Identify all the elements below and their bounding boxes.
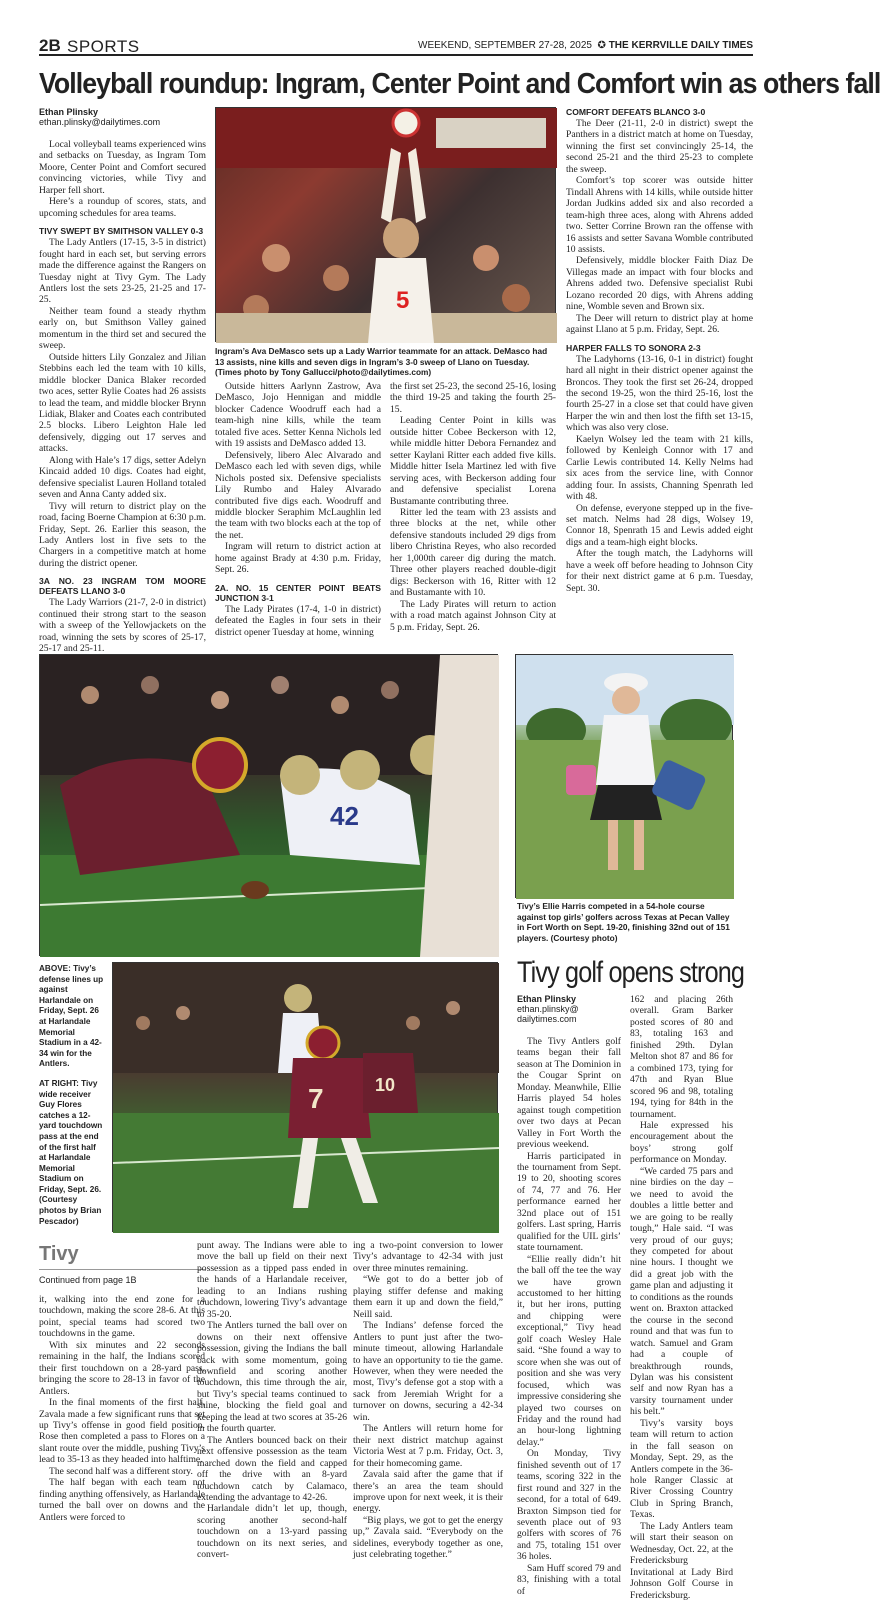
paragraph: punt away. The Indians were able to move the ball up field on their next possession as a tipped pass ended in the hands of a Harlandale receiver, leading to an Indians rushing touchdown, lowering Tivy’s advantage to 35-20.	[197, 1240, 347, 1320]
volleyball-caption: Ingram’s Ava DeMasco sets up a Lady Warrior teammate for an attack. DeMasco had 13 assists, nine kills and seven digs in Ingram’s 3-0 sweep of Llano on Tuesday. (Times photo by Tony Gallucci/photo@dailytimes.com)	[215, 346, 548, 377]
folio-right	[418, 40, 753, 51]
paragraph: Here’s a roundup of scores, stats, and upcoming schedules for area teams.	[39, 196, 206, 219]
volleyball-photo	[215, 107, 556, 342]
golf-caption: Tivy’s Ellie Harris competed in a 54-hole course against top girls’ golfers across Texas at Pecan Valley in Fort Worth on Sept. 19-20, finishing 32nd out of 151 players. (Courtesy photo)	[517, 901, 730, 943]
paragraph: Tivy will return to district play on the road, facing Boerne Champion at 6:30 p.m. Friday, Sept. 26. Earlier this season, the Lady Antlers lost in five sets to the Chargers in a competitive match at home during the district opener.	[39, 500, 206, 569]
football-catch-photo	[112, 962, 498, 1232]
golf-byline-email-2: dailytimes.com	[517, 1014, 577, 1024]
football-caption-right: AT RIGHT: Tivy wide receiver Guy Flores catches a 12-yard touchdown pass at the end of the first half at Harlandale Memorial Stadium on Friday, Sept. 26. (Courtesy photos by Brian Pescador)	[39, 1078, 103, 1226]
svg-text:7: 7	[308, 1083, 324, 1114]
paragraph: The Deer will return to district play at home against Llano at 5 p.m. Friday, Sept. 26.	[566, 312, 753, 336]
paragraph: it, walking into the end zone for a touchdown, making the score 28-6. At this point, special teams had scored two touchdowns in the game.	[39, 1294, 205, 1340]
jump-headline: Tivy	[39, 1243, 79, 1265]
headline: Volleyball roundup: Ingram, Center Point and Comfort win as others fall	[39, 68, 880, 100]
golf-column-1	[517, 994, 621, 1597]
paragraph: “Ellie really didn’t hit the ball off the tee the way we have grown accustomed to her hitting it, but her irons, putting and chipping were exceptional,” Tivy head golf coach Wesley Hale said. “She found a way to score when she was out of position and she was very focused, which was impressive considering she played two courses on Friday and the round had an hour-long lightning delay.”	[517, 1253, 621, 1448]
byline-name: Ethan Plinsky	[39, 107, 99, 117]
paragraph: Local volleyball teams experienced wins and setbacks on Tuesday, as Ingram Tom Moore, Center Point and Comfort secured convincing victories, while Tivy and Harper fell short.	[39, 139, 206, 196]
subhead: HARPER FALLS TO SONORA 2-3	[566, 342, 701, 353]
volleyball-column-1	[39, 107, 206, 655]
golf-headline: Tivy golf opens strong	[517, 956, 745, 989]
golf-photo-art	[516, 655, 734, 899]
paragraph: After the tough match, the Ladyhorns will have a week off before heading to Johnson City for their next district game at 6 p.m. Tuesday, Sept. 30.	[566, 548, 753, 594]
page-folio	[39, 36, 753, 56]
paragraph: Comfort’s top scorer was outside hitter Tindall Ahrens with 14 kills, while outside hitter Jordan Judkins added six and also recorded a team-high three aces, along with Ahrens added two. Setter Corrine Brown ran the offense with 16 assists and setter Savana Womble contributed 10 assists.	[566, 175, 753, 255]
page-number: 2B	[39, 36, 61, 55]
continued-line: Continued from page 1B	[39, 1275, 137, 1285]
svg-text:5: 5	[396, 287, 410, 314]
paragraph: The Antlers bounced back on their next offensive possession as the team marched down the field and capped off the drive with an 8-yard touchdown catch by Calamaco, extending the advantage to 42-26.	[197, 1434, 347, 1503]
golf-photo	[515, 654, 733, 898]
football-caption	[39, 964, 105, 1227]
paragraph: “We got to do a better job of playing stiffer defense and making them earn it up and down the field,” Neill said.	[353, 1274, 503, 1320]
tivy-column-2	[197, 1240, 347, 1594]
paragraph: Ingram will return to district action at home against Brady at 4:30 p.m. Friday, Sept. 26.	[215, 541, 381, 576]
paragraph: Defensively, middle blocker Faith Diaz De Villegas made an impact with four blocks and Ahrens added two. Defensive specialist Rubi Lozano recorded 20 digs, with Ahrens adding nine, Womble seven and Brown six.	[566, 255, 753, 313]
paragraph: The Lady Antlers (17-15, 3-5 in district) fought hard in each set, but serving errors made the difference against the Rangers on Tuesday night at Tivy Gym. The Lady Antlers lost the sets 23-25, 21-25 and 17-25.	[39, 237, 206, 306]
paragraph: Sam Huff scored 79 and 83, finishing with a total of	[517, 1562, 621, 1597]
paragraph: Along with Hale’s 17 digs, setter Adelyn Kincaid added 10 digs. Coates had eight, defensive specialist Lauren Holland totaled seven and Anna Canty added six.	[39, 454, 206, 501]
byline-email: ethan.plinsky@dailytimes.com	[39, 117, 161, 127]
paragraph: The Tivy Antlers golf teams began their fall season at The Dominion in the Cougar Sprint on Monday. Meanwhile, Ellie Harris played 54 holes against tough competition over two days at Pecan Valley in Fort Worth the previous weekend.	[517, 1036, 621, 1151]
paragraph: On defense, everyone stepped up in the five-set match. Nelms had 28 digs, Wolsey 19, Connor 18, Spenrath 15 and Lewis added eight digs and a team-high eight blocks.	[566, 502, 753, 548]
paragraph: Kaelyn Wolsey led the team with 21 kills, followed by Kenleigh Connor with 17 and Carlie Lewis contributed 14. Kelly Nelms had six aces from the service line, with Connor adding four. In assists, Channing Spenrath led with 48.	[566, 433, 753, 503]
paragraph: With six minutes and 22 seconds remaining in the half, the Indians scored their first touchdown on a 28-yard pass, bringing the score to 28-13 in favor of the Antlers.	[39, 1339, 205, 1397]
paragraph: 162 and placing 26th overall. Gram Barker posted scores of 80 and 83, totaling 163 and finished 29th. Dylan Melton shot 87 and 86 for a combined 173, tying for 47th and Ryan Blue scored 96 and 98, totaling 194, tying for 84th in the tournament.	[630, 994, 733, 1120]
football-caption-above: ABOVE: Tivy’s defense lines up against Harlandale on Friday, Sept. 26 at Harlandale Memorial Stadium in a 42-34 win for the Antlers.	[39, 964, 104, 1069]
paragraph: The Antlers will return home for their next district matchup against Victoria West at 7 p.m. Friday, Oct. 3, for their homecoming game.	[353, 1423, 503, 1469]
subhead: 3A NO. 23 INGRAM TOM MOORE DEFEATS LLANO 3-0	[39, 576, 206, 597]
section-name: SPORTS	[67, 37, 140, 56]
svg-text:42: 42	[330, 801, 359, 831]
football-catch-photo-art	[113, 963, 499, 1233]
paragraph: The second half was a different story.	[49, 1465, 193, 1477]
paragraph: The Lady Warriors (21-7, 2-0 in district) continued their strong start to the season with a sweep of the Yellowjackets on the road, winning the sets by scores of 25-17, 25-17 and 25-11.	[39, 597, 206, 655]
paragraph: “We carded 75 pars and nine birdies on the day – we need to avoid the doubles a little better and we are going to be really tough,” Hale said. “I was very proud of our guys; they competed for about nine hours. I thought we did a great job with the game plan and adjusting it to conditions as the rounds went on. Braxton attacked the course in the second round and that was fun to watch. Samuel and Gram had a couple of breakthrough rounds, Dylan was his consistent self and now Ryan has a varsity tournament under his belt.”	[630, 1165, 733, 1418]
svg-text:10: 10	[375, 1075, 396, 1095]
paragraph: Harris participated in the tournament from Sept. 19 to 20, shooting scores of 74, 77 and 76. Her performance earned her 32nd place out of 151 golfers. Last spring, Harris qualified for the UIL girls’ state tournament.	[517, 1150, 621, 1254]
paragraph: Neither team found a steady rhythm early on, but Smithson Valley gained momentum in the third set and secured the sweep.	[39, 305, 206, 352]
paragraph: Harlandale didn’t let up, though, scoring another second-half touchdown on a 13-yard passing touchdown on its next series, and convert-	[197, 1503, 347, 1561]
paper-name: THE KERRVILLE DAILY TIMES	[608, 40, 753, 51]
paragraph: Outside hitters Aarlynn Zastrow, Ava DeMasco, Jojo Hennigan and middle blocker Cadence Woodruff each had a team-high nine kills, while the team totaled five aces. Setter Kenna Nichols led with 19 assists and DeMasco added 13.	[215, 381, 381, 450]
issue-date: WEEKEND, SEPTEMBER 27-28, 2025	[418, 40, 592, 51]
paragraph: In the final moments of the first half, Zavala made a few significant runs that set up Tivy’s offense in good field position. Rose then completed a pass to Flores on a slant route over the middle, pushing Tivy’s lead to 35-13 as they headed into halftime.	[39, 1397, 205, 1466]
golf-byline-name: Ethan Plinsky	[517, 994, 577, 1004]
paragraph: The Lady Antlers team will start their season on Wednesday, Oct. 22, at the Fredericksburg Invitational at Lady Bird Johnson Golf Course in Fredericksburg.	[630, 1520, 733, 1601]
tivy-column-1	[39, 1294, 205, 1594]
paragraph: Zavala said after the game that if there’s an area the team should improve upon for next week, it is their energy.	[353, 1469, 503, 1515]
paragraph: The Antlers turned the ball over on downs on their next offensive possession, giving the Indians the ball back with some momentum, going downfield and scoring another touchdown, this time through the air, but Tivy’s special teams continued to shine, blocking the field goal and keeping the lead at two scores at 35-26 in the fourth quarter.	[197, 1320, 347, 1435]
tivy-column-3	[353, 1240, 503, 1594]
subhead: TIVY SWEPT BY SMITHSON VALLEY 0-3	[39, 226, 204, 237]
paragraph: The Ladyhorns (13-16, 0-1 in district) fought hard all night in their district opener against the Broncos. They took the first set 26-24, dropped the second 19-25, won the third 25-16, lost the fourth 25-27 in a close set that could have given Harper the win and then lost the fifth set 13-15, which was also very close.	[566, 353, 753, 434]
paragraph: The Indians’ defense forced the Antlers to punt just after the two-minute timeout, allowing Harlandale to have an opportunity to tie the game. However, when they were needed the most, Tivy’s defense got a stop with a sack from Jeremiah Wright for a turnover on downs, securing a 42-34 win.	[353, 1320, 503, 1423]
paragraph: Hale expressed his encouragement about the boys’ strong golf performance on Monday.	[630, 1119, 733, 1166]
football-line-photo	[39, 654, 498, 956]
paragraph: Outside hitters Lily Gonzalez and Jilian Stebbins each led the team with 10 kills, middle blocker Danica Blaker recorded two aces, setter Rylie Coates had 26 assists to lead the team, and middle blocker Brynn Lidiak, Blaker and Coates each contributed 2.5 blocks. Libero Leighton Hale led defensively, digging out 17 serves and attacks.	[39, 351, 206, 455]
volleyball-column-2	[215, 381, 381, 647]
paragraph: Defensively, libero Alec Alvarado and DeMasco each led with seven digs, while Nichols posted six. Defensive specialists Lily Rumbo and Haley Alvarado contributed five digs each. Woodruff and middle blocker Seraphim McLaughlin led the team with two blocks each at the top of the net.	[215, 449, 381, 541]
paragraph: Tivy’s varsity boys team will return to action in the fall season on Monday, Sept. 29, as the Antlers compete in the 36-hole Ranger Classic at River Crossing Country Club in Spring Branch, Texas.	[630, 1417, 733, 1521]
volleyball-photo-art	[216, 108, 557, 343]
subhead: 2A. NO. 15 CENTER POINT BEATS JUNCTION 3-1	[215, 582, 381, 603]
golf-byline-email-1: ethan.plinsky@	[517, 1004, 579, 1014]
golf-column-2	[630, 994, 733, 1601]
paragraph: Leading Center Point in kills was outside hitter Cobee Beckerson with 12, while middle hitter Debora Fernandez and setter Kaylani Ritter each added five kills. Middle hitter Isela Martinez led with five serving aces, with Beckerson adding four and defensive specialist Lorena Bustamante contributing three.	[390, 415, 556, 507]
paragraph: The Deer (21-11, 2-0 in district) swept the Panthers in a district match at home on Tuesday, winning the first set convincingly 25-14, the second 25-21 and the third 25-23 to complete the sweep.	[566, 118, 753, 175]
paragraph: “Big plays, we got to get the energy up,” Zavala said. “Everybody on the sidelines, everybody together as one, just celebrating together.”	[353, 1514, 503, 1561]
volleyball-column-3	[390, 381, 556, 647]
subhead: COMFORT DEFEATS BLANCO 3-0	[566, 107, 706, 117]
star-icon: ✪	[597, 40, 606, 51]
volleyball-column-4	[566, 107, 753, 647]
paragraph: The half began with each team not finding anything offensively, as Harlandale turned the ball over on downs and the Antlers were forced to	[39, 1477, 205, 1523]
paragraph: the first set 25-23, the second 25-16, losing the third 19-25 and taking the fourth 25-15.	[390, 381, 556, 415]
paragraph: On Monday, Tivy finished seventh out of 17 teams, scoring 322 in the first round and 327 in the second, for a total of 649. Braxton Simpson tied for seventh place out of 93 golfers with scores of 76 and 75, totaling 151 over 36 holes.	[517, 1448, 621, 1563]
football-line-photo-art	[40, 655, 499, 957]
paragraph: The Lady Pirates will return to action with a road match against Johnson City at 5 p.m. Friday, Sept. 26.	[390, 598, 556, 633]
jump-rule	[39, 1269, 205, 1270]
paragraph: ing a two-point conversion to lower Tivy’s advantage to 42-34 with just over three minutes remaining.	[353, 1240, 503, 1274]
paragraph: Ritter led the team with 23 assists and three blocks at the net, while other defensive standouts included 29 digs from libero Christina Reyes, who also recorded her 1,000th career dig during the match. Three other players reached double-digit digs: Beckerson with 16, Ritter with 12 and Bustamante with 10.	[390, 506, 556, 599]
paragraph: The Lady Pirates (17-4, 1-0 in district) defeated the Eagles in four sets in their district opener Tuesday at home, winning	[215, 603, 381, 638]
